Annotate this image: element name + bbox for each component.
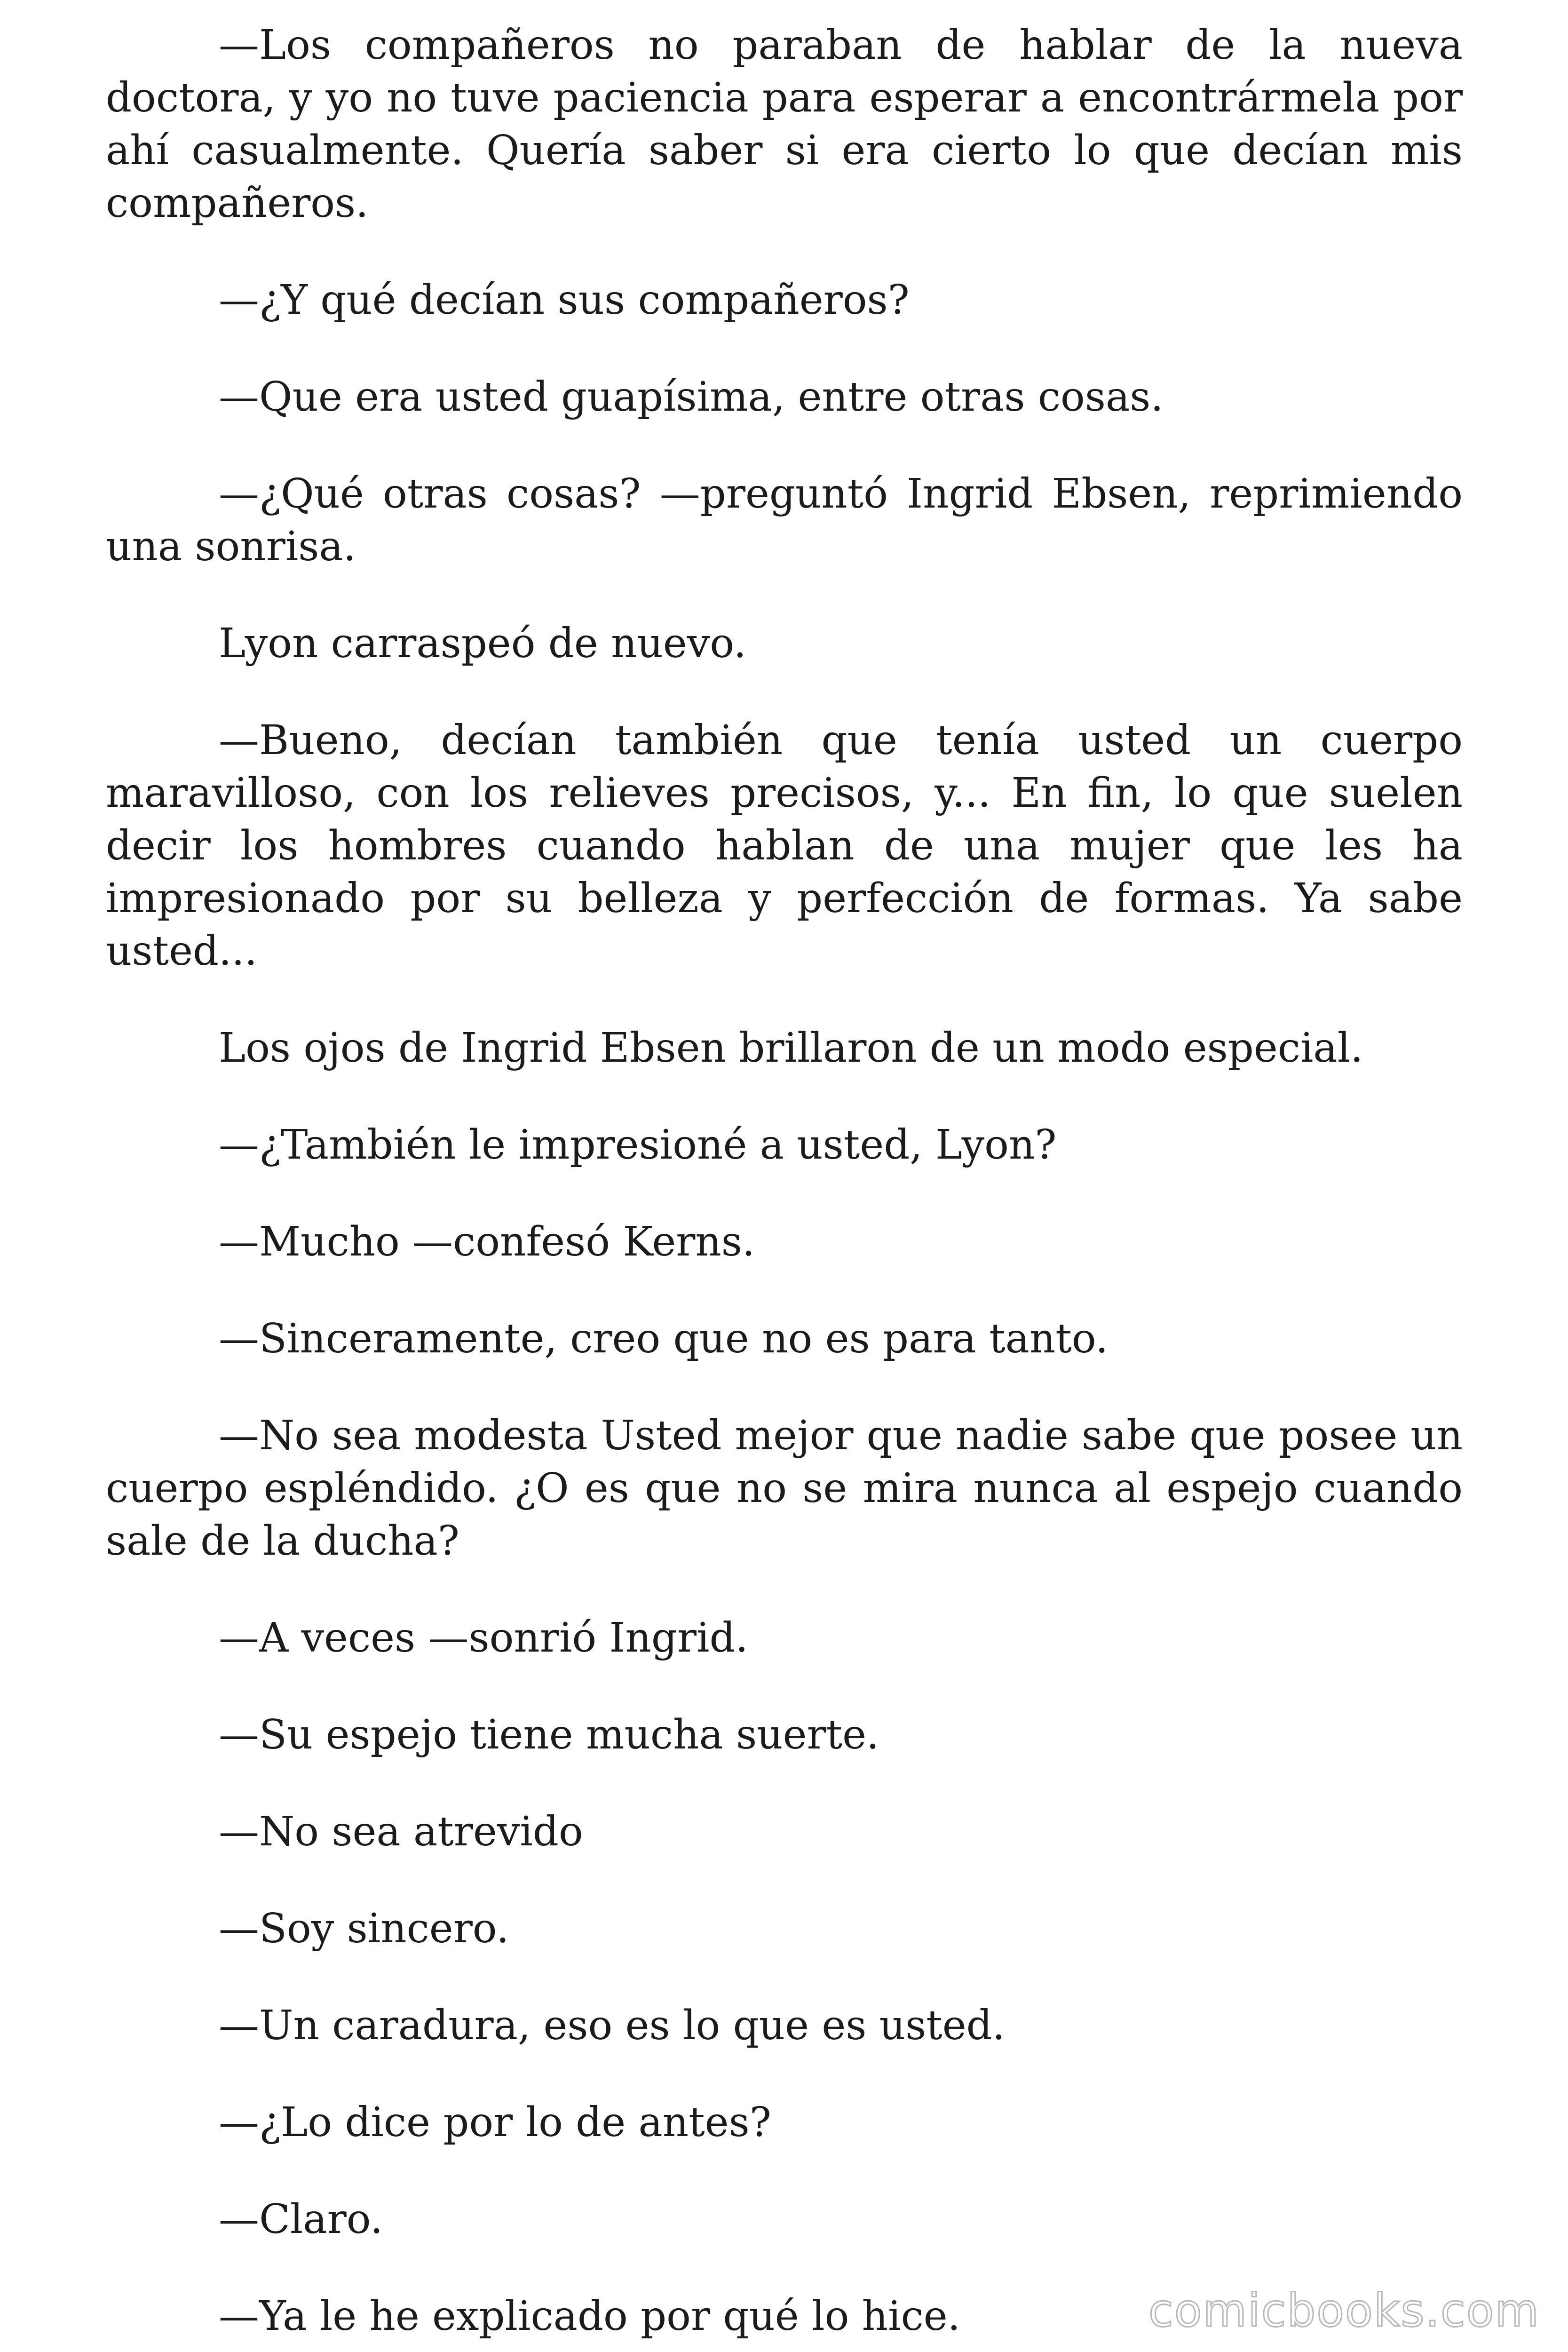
paragraph: —No sea atrevido	[219, 1808, 583, 1855]
paragraph: Los ojos de Ingrid Ebsen brillaron de un modo especial.	[219, 1025, 1363, 1072]
paragraph: —Ya le he explicado por qué lo hice.	[219, 2293, 960, 2340]
paragraph: —¿Lo dice por lo de antes?	[219, 2099, 771, 2146]
watermark: comicbooks.com	[1148, 2284, 1540, 2337]
paragraph: —Los compañeros no paraban de hablar de la nueva doctora, y yo no tuve paciencia para esperar a encontrármela por ahí casualmente. Quería saber si era cierto lo que decían mis compañeros.	[106, 22, 1463, 227]
paragraph: —Sinceramente, creo que no es para tanto.	[219, 1315, 1109, 1362]
paragraph: —¿También le impresioné a usted, Lyon?	[219, 1121, 1057, 1168]
paragraph: —¿Qué otras cosas? —preguntó Ingrid Ebsen, reprimiendo una sonrisa.	[106, 470, 1463, 570]
paragraph: —A veces —sonrió Ingrid.	[219, 1614, 748, 1661]
paragraph: —Que era usted guapísima, entre otras cosas.	[219, 373, 1164, 421]
paragraph: —Mucho —confesó Kerns.	[219, 1218, 755, 1265]
paragraph: —¿Y qué decían sus compañeros?	[219, 277, 910, 324]
paragraph: —Claro.	[219, 2196, 383, 2243]
paragraph: —No sea modesta Usted mejor que nadie sabe que posee un cuerpo espléndido. ¿O es que no se mira nunca al espejo cuando sale de la ducha?	[106, 1412, 1463, 1565]
paragraph: —Su espejo tiene mucha suerte.	[219, 1711, 879, 1758]
paragraph: Lyon carraspeó de nuevo.	[219, 620, 746, 667]
page-body	[106, 19, 1463, 2352]
paragraph: —Bueno, decían también que tenía usted un cuerpo maravilloso, con los relieves precisos, y... En fin, lo que suelen decir los hombres cuando hablan de una mujer que les ha impresionado por su belleza y perfección de formas. Ya sabe usted...	[106, 717, 1463, 975]
paragraph: —Soy sincero.	[219, 1905, 509, 1952]
paragraph: —Un caradura, eso es lo que es usted.	[219, 2002, 1006, 2049]
